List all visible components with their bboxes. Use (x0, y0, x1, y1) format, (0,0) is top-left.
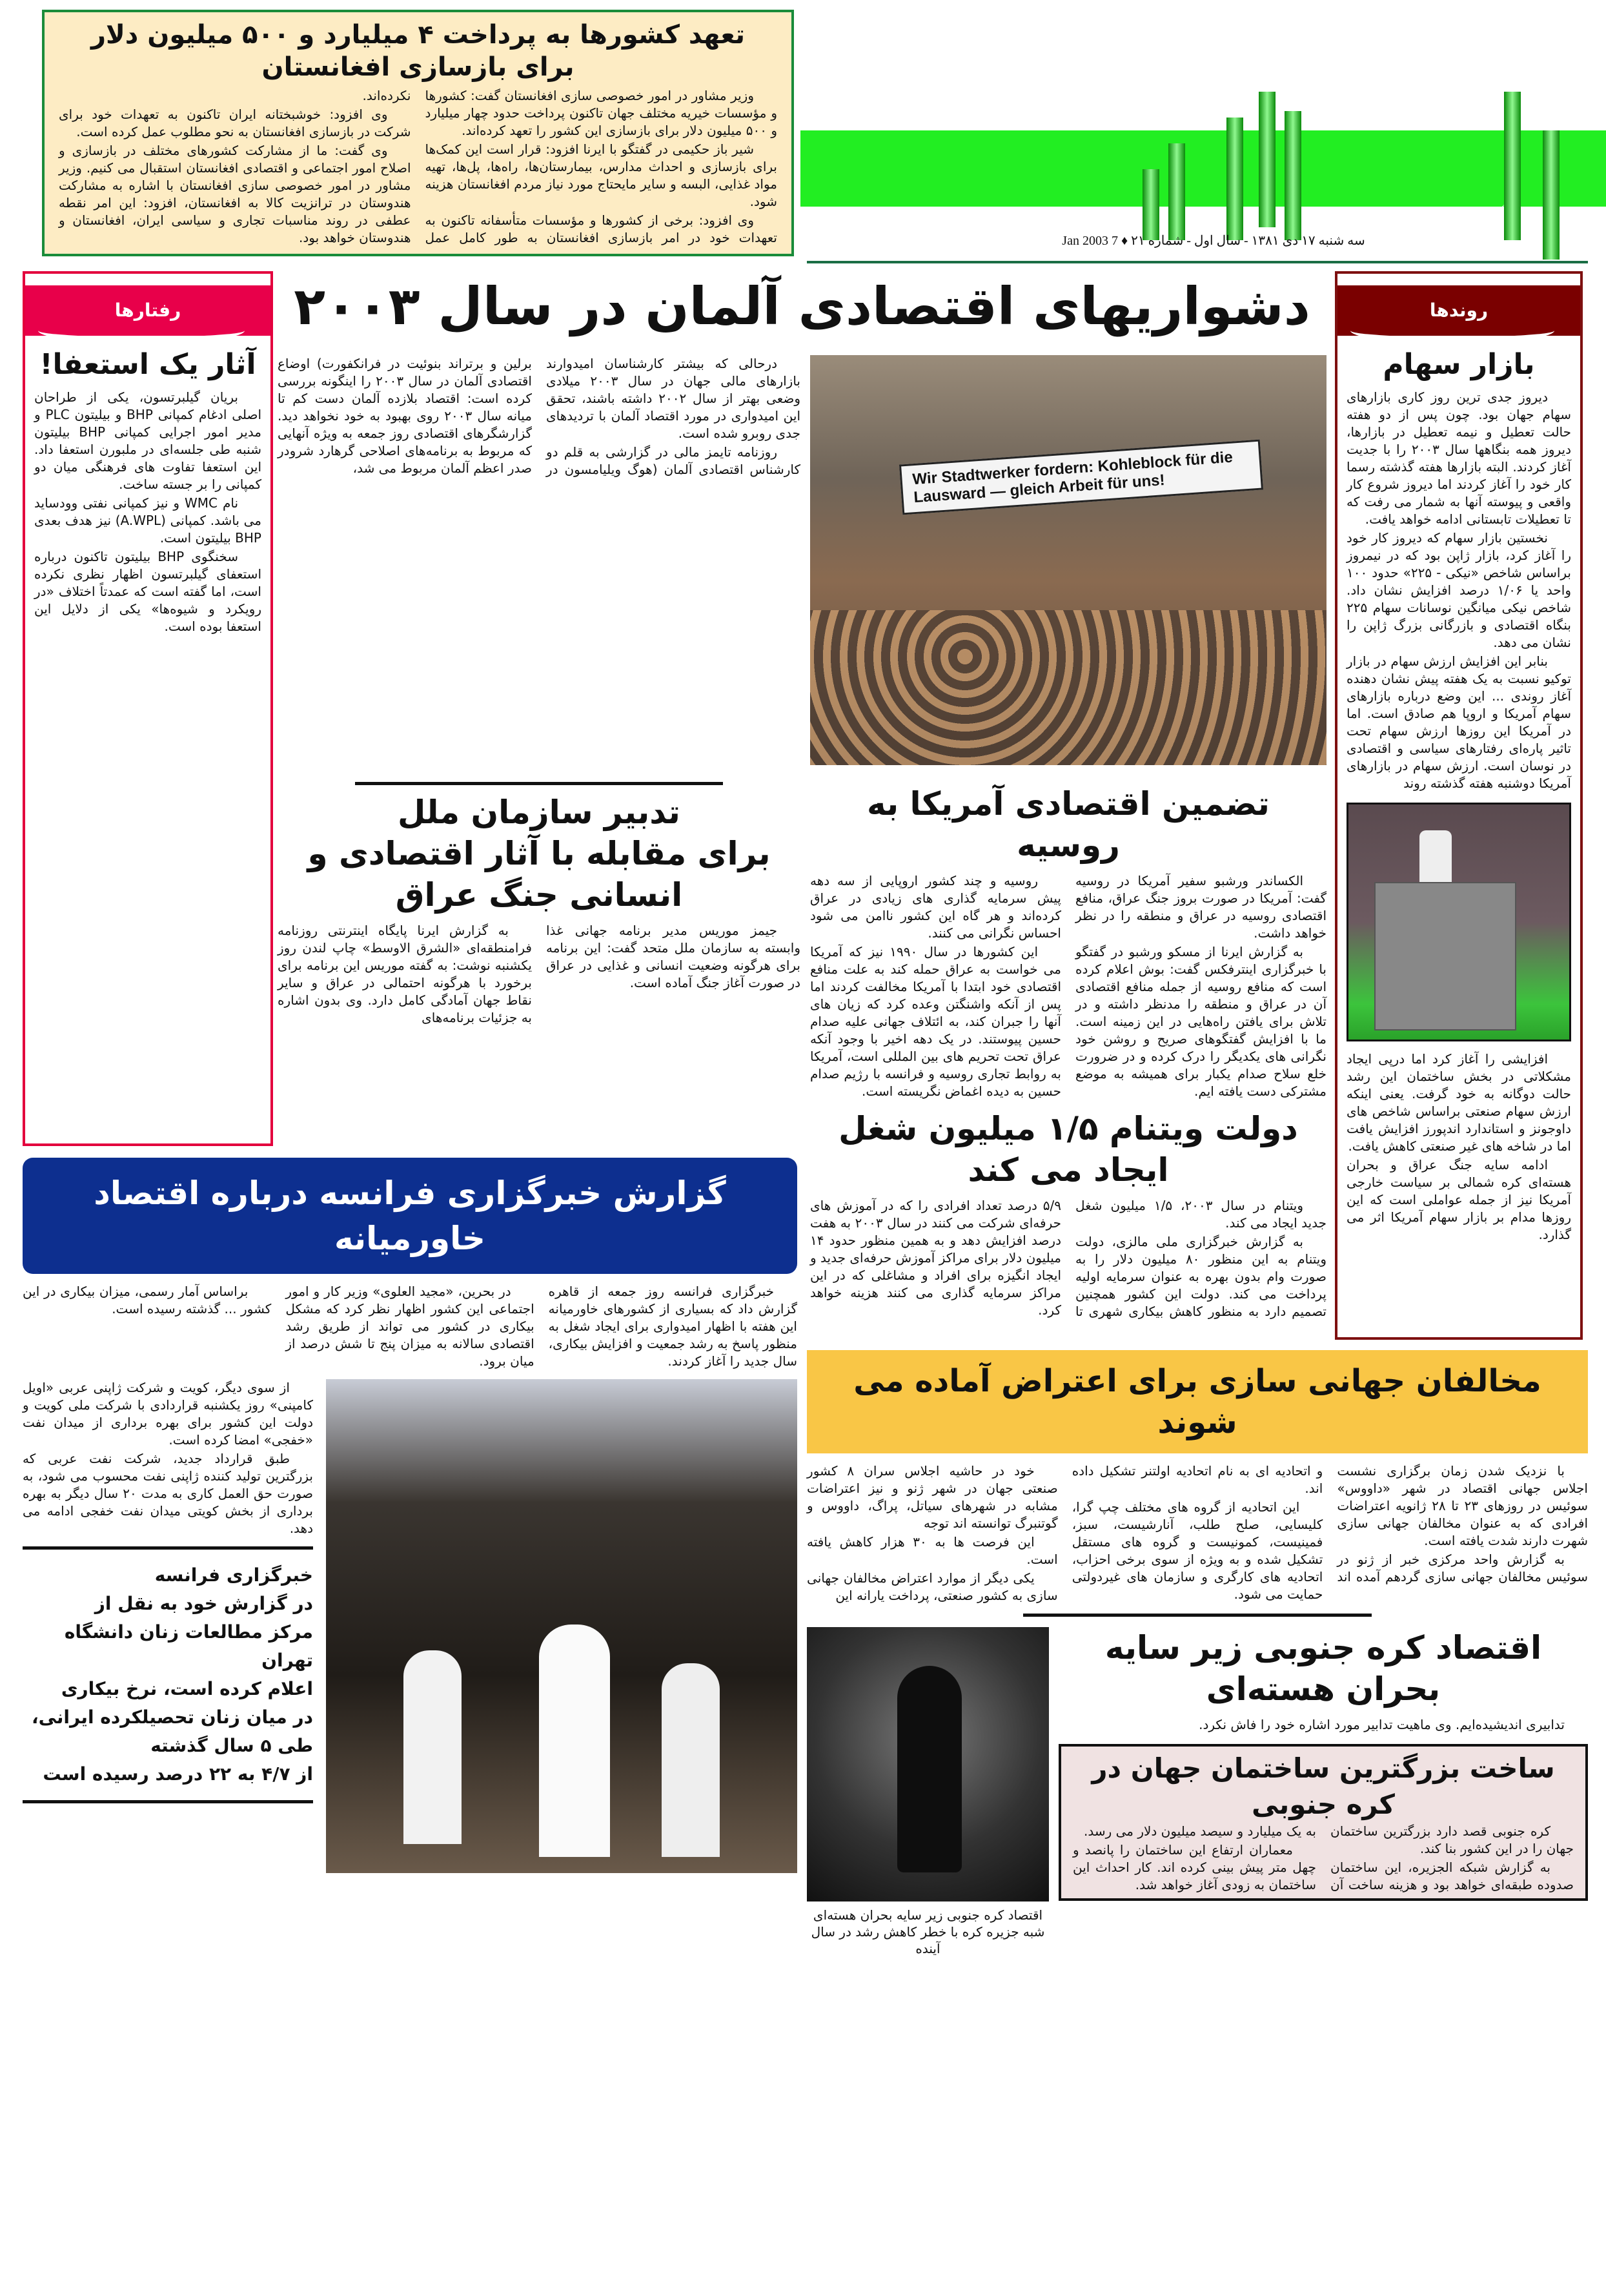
paragraph: الکساندر ورشبو سفیر آمریکا در روسیه گفت: آمریکا در صورت بروز جنگ عراق، منافع اقتصادی روسیه در عراق و منطقه را در نظر خواهد داشت. (1075, 873, 1326, 941)
paragraph: نام WMC و نیز کمپانی نفتی وودساید می باشد. کمپانی (A.WPL) نیز هدف بعدی BHP بیلیتون است. (34, 495, 261, 546)
paragraph: این اتحادیه از گروه های مختلف چپ گرا، کلیسایی، صلح طلب، آنارشیست، سبز، فمینیست، کمونیست و گروه های مستقل تشکیل شده و به ویژه از سوی برخی احزاب، اتحادیه های کارگری و سازمان های غیردولتی حمایت می شود. (1072, 1499, 1323, 1602)
globalization-banner: مخالفان جهانی سازی برای اعتراض آماده می شوند (807, 1350, 1588, 1453)
sidebar-headline: بازار سهام (1383, 348, 1535, 381)
sidebar-headline: آثار یک استعفا! (39, 348, 256, 381)
afp-section (23, 1158, 797, 1873)
swoosh-ornament (38, 318, 245, 343)
highlight-line: خبرگزاری فرانسه (154, 1564, 313, 1586)
paragraph: به گزارش ایرنا پایگاه اینترنتی روزنامه فرامنطقه‌ای «الشرق الاوسط» چاپ لندن روز یکشنبه نوشت: به گفته موریس این برنامه برای برخورد با هرگونه احتمالی در عراق و سایر نقاط جهان آمادگی کامل دارد. وی بدون اشاره به جزئیات برنامه‌های (278, 923, 532, 1025)
left-sidebar-behaviors (23, 271, 273, 1146)
vietnam-article-body (810, 1197, 1326, 1320)
right-sidebar-trends (1335, 271, 1583, 1340)
section-header (25, 285, 270, 336)
paragraph: دیروز جدی ترین روز کاری بازارهای سهام جهان بود. چون پس از دو هفته حالت تعطیل و نیمه تعطیل در بازارها، دیروز همه بنگاهها سال ۲۰۰۳ را با جدیت آغاز کردند. البته بازارها هفته گذشته رسما کار خود را آغاز کردند اما دیروز شروع کار واقعی و پیوسته آنها به شمار می رفت که تا تعطیلات تابستانی ادامه خواهد یافت. (1347, 389, 1572, 527)
paragraph: روسیه و چند کشور اروپایی از سه دهه پیش سرمایه گذاری های زیادی در عراق کرده‌اند و هر گاه این کشور ناامن می شود احساس نگرانی می کنند. (810, 873, 1061, 941)
paragraph: روزنامه تایمز مالی در گزارشی به قلم دو کارشناس اقتصادی آلمان (هوگ ویلیامسون در برلین و برتراند بنوئیت در فرانکفورت) اوضاع اقتصادی آلمان در سال ۲۰۰۳ را اینگونه بررسی کرده است: اقتصاد بلازده آلمان دست کم تا میانه سال ۲۰۰۳ روی بهبود به خود نخواهد دید. گزارشگرهای اقتصادی روز جمعه به ویژه آنهایی که مربوط به برنامه‌های اصلاحی گرهارد شرودر صدر اعظم آلمان مربوط می شد، (278, 356, 800, 477)
paragraph: ادامه سایه جنگ عراق و بحران هسته‌ای کره شمالی بر سیاست خارجی آمریکا نیز از جمله عواملی است که این روزها مدام بر بازار سهام آمریکا اثر می گذارد. (1347, 1157, 1571, 1242)
section-header (1337, 285, 1580, 336)
globalization-korea-section (807, 1350, 1588, 1957)
un-article-body (278, 922, 800, 1027)
paragraph: طبق قرارداد جدید، شرکت نفت عربی که بزرگترین تولید کننده ژاپنی نفت محسوب می شود، به صورت حق العمل کاری به مدت ۲۰ سال دیگر به بهره برداری از بخش کویتی میدان نفت خفجی ادامه می دهد. (23, 1451, 313, 1536)
paragraph: وی افزود: برخی از کشورها و مؤسسات متأسفانه تاکنون به تعهدات خود در امر بازسازی افغانستان به طور کامل عمل نکرده‌اند. (362, 88, 777, 245)
korea-row (807, 1627, 1588, 1957)
korea-photo-column (807, 1627, 1049, 1957)
paragraph: ویتنام در سال ۲۰۰۳، ۱/۵ میلیون شغل جدید ایجاد می کند. (1075, 1198, 1326, 1231)
tallest-building-box (1059, 1744, 1588, 1901)
section-label: رفتارها (114, 300, 181, 321)
un-headline (278, 792, 800, 916)
paragraph: وزیر مشاور در امور خصوصی سازی افغانستان گفت: کشورها و مؤسسات خیریه مختلف جهان تاکنون پرداخت حدود چهار میلیارد و ۵۰۰ میلیون دلار برای بازسازی این کشور را تعهد کرده‌اند. (425, 88, 777, 138)
paragraph: از سوی دیگر، کویت و شرکت ژاپنی عربی «اویل کامپنی» روز یکشنبه قراردادی با شرکت ملی کویت و دولت این کشور برای بهره برداری از میدان نفت «خفجی» امضا کرده است. (23, 1380, 313, 1448)
divider (355, 782, 723, 785)
russia-vietnam-block (810, 777, 1326, 1320)
highlight-line: در گزارش خود به نقل از (94, 1593, 313, 1614)
paragraph: خبرگزاری فرانسه روز جمعه از قاهره گزارش داد که بسیاری از کشورهای خاورمیانه این هفته با اظهار امیدواری برای ایجاد شغل به منظور پاسخ به رشد جمعیت و افزایش بیکاری، سال جدید را آغاز کردند. (548, 1284, 797, 1369)
divider (23, 1800, 313, 1803)
paragraph: نخستین بازار سهام که دیروز کار خود را آغاز کرد، بازار ژاپن بود که در نیمروز براساس شاخص «نیکی - ۲۲۵» حدود ۱۰۰ واحد یا ۱/۰۶ درصد افزایش نشان داد. شاخص نیکی میانگین نوسانات سهام ۲۲۵ بنگاه اقتصادی و بازرگانی بزرگ ژاپن را نشان می دهد. (1347, 530, 1572, 650)
paragraph: افزایشی را آغاز کرد اما درپی ایجاد مشکلاتی در بخش ساختمان این رشد حالت دوگانه به خود گرفت. یعنی اینکه ارزش سهام صنعتی براساس شاخص های داوجونز و استاندارد اندپورز افزایش یافت اما در شاخه های غیر صنعتی کاهش یافت. (1347, 1051, 1571, 1154)
highlight-line: در میان زنان تحصیلکرده ایرانی، (31, 1707, 313, 1728)
afp-report-banner: گزارش خبرگزاری فرانسه درباره اقتصاد خاورمیانه (23, 1158, 797, 1274)
afp-row (23, 1379, 797, 1873)
headline-line: برای مقابله با آثار اقتصادی و انسانی جنگ عراق (307, 835, 771, 914)
paragraph: این فرصت ها به ۳۰ هزار کاهش یافته است. (807, 1534, 1058, 1567)
headline-line: تدبیر سازمان ملل (398, 794, 680, 831)
paragraph: تدابیری اندیشیده‌ایم. وی ماهیت تدابیر مورد اشاره خود را فاش نکرد. (1199, 1717, 1565, 1732)
afghanistan-headline: تعهد کشورها به پرداخت ۴ میلیارد و ۵۰۰ میلیون دلار برای بازسازی افغانستان (90, 20, 746, 82)
issue-date-line: سه شنبه ۱۷ دی ۱۳۸۱ - سال اول - شماره ۲۱ ♦ 7 Jan 2003 (1062, 234, 1365, 248)
paragraph: خود در حاشیه اجلاس سران ۸ کشور صنعتی جهان در شهر ژنو و نیز اعتراضات مشابه در شهرهای سیاتل، پراگ، داووس و گوتنبرگ توانسته اند توجه (807, 1463, 1058, 1531)
russia-headline: تضمین اقتصادی آمریکا به روسیه (867, 785, 1270, 864)
building-headline: ساخت بزرگترین ساختمان جهان در کره جنوبی (1092, 1752, 1555, 1820)
korea-text-column (1059, 1627, 1588, 1901)
paragraph: درحالی که بیشتر کارشناسان امیدوارند بازارهای مالی جهان در سال ۲۰۰۳ میلادی وضعی بهتر از سال ۲۰۰۲ داشته باشند، تحقق این امیدواری در مورد اقتصاد آلمان با تردیدهای جدی روبرو شده است. (546, 356, 801, 441)
korea-photo-caption: اقتصاد کره جنوبی زیر سایه بحران هسته‌ای شبه جزیره کره با خطر کاهش رشد در سال آینده (811, 1907, 1045, 1956)
paragraph: این کشورها در سال ۱۹۹۰ نیز که آمریکا می خواست به عراق حمله کند به علت منافع اقتصادی خود ابتدا با آمریکا مخالفت کردند اما پس از آنکه واشنگتن وعده کرد که زیان های آنها را جبران کند، به ائتلاف جهانی علیه صدام حسین پیوستند. در یک دهه اخیر با وجود آنکه عراق تحت تحریم های بین المللی است، آمریکا به روابط تجاری روسیه و فرانسه با رژیم صدام حسین به دیده اغماض نگریسته است. (810, 944, 1061, 1099)
unemployment-highlight (23, 1561, 313, 1789)
paragraph: جیمز موریس مدیر برنامه جهانی غذا وابسته به سازمان ملل متحد گفت: این برنامه برای هرگونه وضعیت انسانی و غذایی در عراق در صورت آغاز جنگ آماده است. (546, 923, 800, 990)
un-block (278, 777, 800, 1027)
divider (23, 1546, 313, 1550)
afp-article-intro (23, 1283, 797, 1370)
protest-photo (810, 355, 1326, 765)
germany-article-body (278, 355, 800, 478)
sidebar-body-continued (1347, 1051, 1571, 1245)
paragraph: به گزارش واحد مرکزی خبر از ژنو در سوئیس مخالفان جهانی سازی گردهم آمده اند و اتحادیه ای به نام اتحادیه اولتنر تشکیل داده اند. (1072, 1463, 1588, 1584)
paragraph: وی افزود: خوشبختانه ایران تاکنون به تعهدات خود برای شرکت در بازسازی افغانستان به نحو مطلوب عمل کرده است. (59, 107, 411, 139)
paragraph: بریان گیلبرتسون، یکی از طراحان اصلی ادغام کمپانی BHP و بیلیتون PLC و مدیر امور اجرایی کمپانی BHP بیلیتون شنبه طی جلسه‌ای در ملبورن استعفا داد. این استعفا تفاوت های فرهنگی میان دو کمپانی را بر جسته ساخت. (34, 389, 262, 492)
germany-row (278, 355, 1326, 765)
paragraph: بنابر این افزایش ارزش سهام در بازار توکیو نسبت به یک هفته پیش نشان دهنده آغاز روندی ... این وضع درباره بازارهای سهام آمریکا و اروپا هم صادق است. اما در آمریکا این روزها ارزش سهام تحت تاثیر پاره‌ای رفتارهای سیاسی و اقتصادی در نوسان است. ارزش سهام در بازارهای آمریکا دوشنبه هفته گذشته روند (1347, 653, 1571, 791)
divider (807, 261, 1588, 263)
paragraph: شیر باز حکیمی در گفتگو با ایرنا افزود: قرار است این کمک‌ها برای بازسازی و احداث مدارس، بیمارستان‌ها، راه‌ها، پل‌ها، تهیه مواد غذایی، البسه و سایر مایحتاج مورد نیاز مردم افغانستان هزینه شود. (425, 141, 777, 209)
korea-photo (807, 1627, 1049, 1901)
paragraph: وی گفت: ما از مشارکت کشورهای مختلف در بازسازی و اصلاح امور اجتماعی و اقتصادی افغانستان استقبال می کنیم. وزیر مشاور در امور خصوصی سازی افغانستان با اشاره به مشارکت هندوستان در ترانزیت کالا به افغانستان، افزود: این امر نقطه عطفی در روند مناسبات تجاری و سیاسی ایران، افغانستان و هندوستان خواهد بود. (59, 143, 411, 245)
sidebar-body (1347, 389, 1571, 794)
paragraph: به گزارش ایرنا از مسکو ورشبو در گفتگو با خبرگزاری اینترفکس گفت: بوش اعلام کرده است که منافع روسیه از جمله منافع اقتصادی آن در عراق و منطقه را مدنظر داشته و در تلاش برای یافتن راه‌هایی در این زمینه است. ما با افزایش گفتگوهای صریح و روشن خود نگرانی های یکدیگر را درک کرده و در ضرورت خلع سلاح صدام یکبار برای همیشه به موضع مشترکی دست یافته ایم. (1075, 944, 1326, 1099)
paragraph: کره جنوبی قصد دارد بزرگترین ساختمان جهان را در این کشور بنا کند. (1330, 1823, 1574, 1856)
afp-side-column (23, 1379, 313, 1803)
paragraph: یکی دیگر از موارد اعتراض مخالفان جهانی سازی به کشور صنعتی، پرداخت یارانه این (807, 1570, 1058, 1603)
swoosh-ornament (1350, 318, 1554, 343)
section-label: روندها (1429, 300, 1489, 321)
paragraph: در بحرین، «مجید العلوی» وزیر کار و امور اجتماعی این کشور اظهار نظر کرد که مشکل بیکاری در کشور می تواند از طریق رشد اقتصادی سالانه به میزان پنج تا شش درصد از میان برود. (285, 1284, 534, 1369)
main-headline: دشواریهای اقتصادی آلمان در سال ۲۰۰۳ (294, 276, 1310, 336)
paragraph: به گزارش خبرگزاری ملی مالزی، دولت ویتنام به این منظور ۸۰ میلیون دلار را به صورت وام بدون بهره به عنوان سرمایه اولیه پرداخت می کند. دولت این کشور همچنین تصمیم دارد به منظور کاهش بیکاری شهری تا ۵/۹ درصد تعداد افرادی را که در آموزش های حرفه‌ای شرکت می کنند در سال ۲۰۰۳ به هفت درصد افزایش دهد و به همین منظور حدود ۱۴ میلیون دلار برای مراکز آموزش حرفه‌ای جدید و ایجاد انگیزه برای افراد و مشاغلی که در این مراکز سرمایه گذاری می کنند هزینه خواهد کرد. (810, 1198, 1327, 1319)
paragraph: با نزدیک شدن زمان برگزاری نشست اجلاس جهانی اقتصاد در شهر «داووس» سوئیس در روزهای ۲۳ تا ۲۸ ژانویه اعتراضات افرادی که به عنوان مخالفان جهانی سازی شهرت دارند شدت یافته است. (1337, 1463, 1588, 1548)
stock-exchange-photo (326, 1379, 797, 1873)
paragraph: معماران ارتفاع این ساختمان را پانصد و چهل متر پیش بینی کرده اند. کار احداث این ساختمان به زودی آغاز خواهد شد. (1073, 1842, 1316, 1892)
masthead-band (800, 130, 1606, 207)
paragraph: براساس آمار رسمی، میزان بیکاری در این کشور ... گذشته رسیده است. (23, 1284, 272, 1317)
korea-article-body (1059, 1716, 1588, 1734)
lego-figure-photo (1347, 803, 1571, 1041)
highlight-line: مرکز مطالعات زنان دانشگاه تهران (64, 1621, 313, 1671)
korea-headline: اقتصاد کره جنوبی زیر سایه بحران هسته‌ای (1104, 1629, 1542, 1708)
sidebar-body (34, 389, 261, 637)
highlight-line: از ۴/۷ به ۲۲ درصد رسیده است (43, 1763, 313, 1785)
building-body (1073, 1823, 1574, 1894)
afghanistan-body (59, 87, 777, 247)
divider (1023, 1614, 1372, 1617)
vietnam-headline: دولت ویتنام ۱/۵ میلیون شغل ایجاد می کند (839, 1110, 1298, 1189)
paragraph: به گزارش شبکه الجزیره، این ساختمان صدوده طبقه‌ای خواهد بود و هزینه ساخت آن به یک میلیارد و سیصد میلیون دلار می رسد. (1083, 1823, 1574, 1892)
highlight-line: اعلام کرده است، نرخ بیکاری (61, 1678, 313, 1699)
afp-article-body (23, 1379, 313, 1537)
protest-banner: Wir Stadtwerker fordern: Kohleblock für die Lausward — gleich Arbeit für uns! (899, 440, 1263, 515)
paragraph: سخنگوی BHP بیلیتون تاکنون درباره استعفای گیلبرتسون اظهار نظری نکرده است، اما گفته است که عمدتاً اختلاف «در رویکرد و شیوه‌ها» یکی از دلایل این استعفا بوده است. (34, 549, 261, 634)
russia-article-body (810, 872, 1326, 1102)
afghanistan-article-box (42, 10, 794, 256)
globalization-article-body (807, 1462, 1588, 1604)
highlight-line: طی ۵ سال گذشته (150, 1735, 313, 1756)
